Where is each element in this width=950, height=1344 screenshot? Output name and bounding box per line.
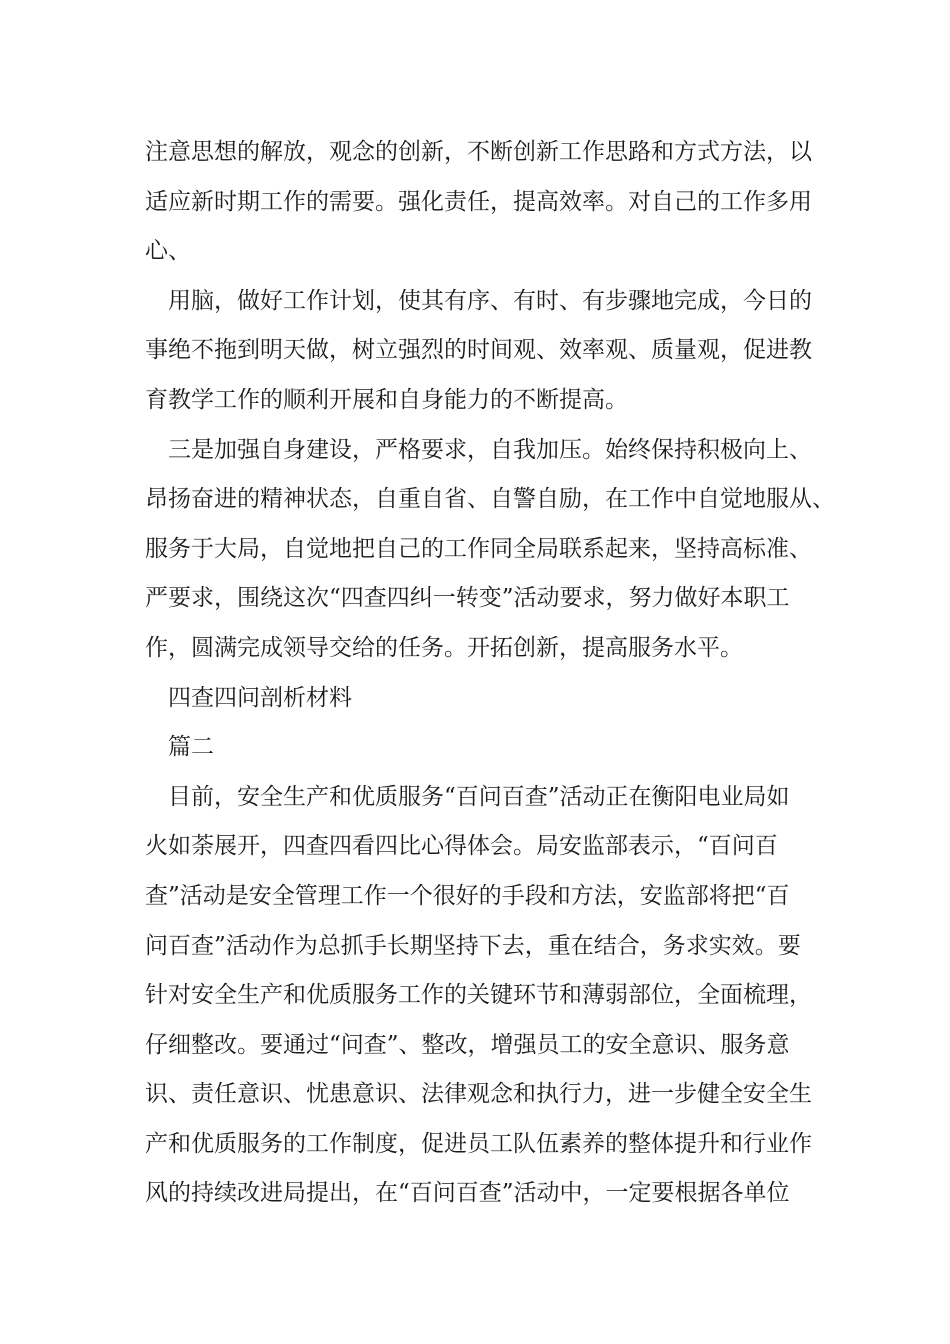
- text-line: 服务于大局，自觉地把自己的工作同全局联系起来，坚持高标准、: [145, 535, 812, 562]
- document-body: [145, 128, 835, 1219]
- text-line: 作，圆满完成领导交给的任务。开拓创新，提高服务水平。: [145, 634, 743, 661]
- text-line: 事绝不拖到明天做，树立强烈的时间观、效率观、质量观，促进教: [145, 337, 812, 364]
- text-line: 问百查”活动作为总抓手长期坚持下去，重在结合，务求实效。要: [145, 932, 801, 959]
- text-line: 火如荼展开，四查四看四比心得体会。局安监部表示，“百问百: [145, 833, 778, 860]
- text-line: 适应新时期工作的需要。强化责任，提高效率。对自己的工作多用: [145, 188, 812, 215]
- section-label: 篇二: [168, 734, 214, 761]
- text-line: 严要求，围绕这次“四查四纠一转变”活动要求，努力做好本职工: [145, 585, 790, 612]
- text-line: 识、责任意识、忧患意识、法律观念和执行力，进一步健全安全生: [145, 1081, 812, 1108]
- text-line: 育教学工作的顺利开展和自身能力的不断提高。: [145, 386, 628, 413]
- text-line: 产和优质服务的工作制度，促进员工队伍素养的整体提升和行业作: [145, 1130, 812, 1157]
- text-line: 注意思想的解放，观念的创新，不断创新工作思路和方式方法，以: [145, 139, 812, 165]
- text-line: 用脑，做好工作计划，使其有序、有时、有步骤地完成，今日的: [168, 287, 812, 314]
- text-line: 昂扬奋进的精神状态，自重自省、自警自励，在工作中自觉地服从、: [145, 486, 835, 513]
- text-line: 仔细整改。要通过“问查”、整改，增强员工的安全意识、服务意: [145, 1031, 790, 1058]
- section-heading: 四查四问剖析材料: [168, 684, 352, 711]
- text-line: 查”活动是安全管理工作一个很好的手段和方法，安监部将把“百: [145, 882, 790, 909]
- text-line: 目前，安全生产和优质服务“百问百查”活动正在衡阳电业局如: [168, 783, 790, 810]
- text-line: 心、: [145, 238, 191, 265]
- text-line: 风的持续改进局提出，在“百问百查”活动中，一定要根据各单位: [145, 1180, 790, 1207]
- text-line: 三是加强自身建设，严格要求，自我加压。始终保持积极向上、: [168, 436, 812, 463]
- text-line: 针对安全生产和优质服务工作的关键环节和薄弱部位，全面梳理，: [145, 982, 812, 1009]
